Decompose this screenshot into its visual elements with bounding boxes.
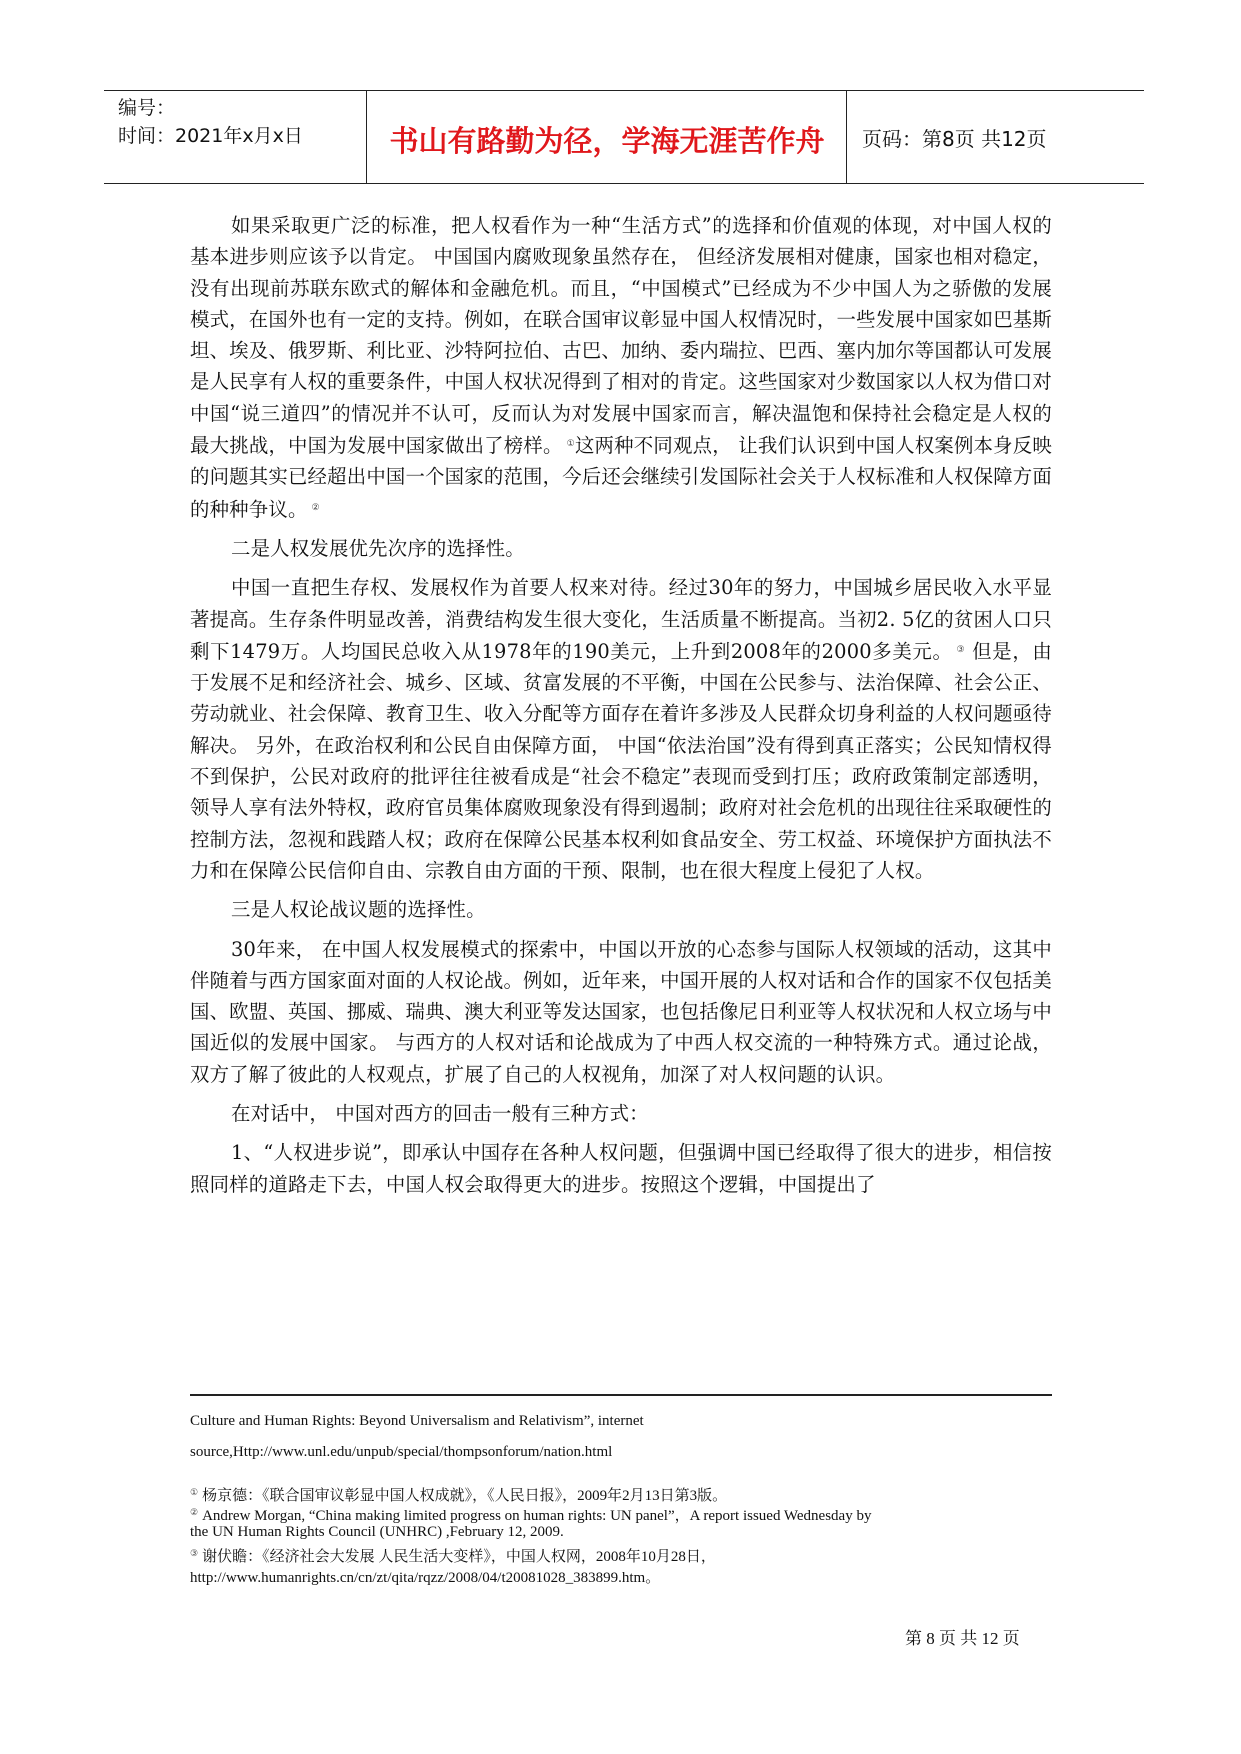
section-heading-2: 二是人权发展优先次序的选择性。 bbox=[231, 536, 525, 560]
footnote-ref-3: ③ bbox=[956, 644, 966, 655]
paragraph-2 bbox=[190, 572, 1052, 886]
footnote-marker-1: ① bbox=[190, 1487, 199, 1497]
header-page-cell bbox=[848, 91, 1144, 183]
document-body bbox=[190, 210, 1052, 1200]
time-label: 时间：2021年x月x日 bbox=[118, 125, 303, 147]
number-label: 编号： bbox=[118, 97, 176, 119]
paragraph-1-text: 如果采取更广泛的标准，把人权看作为一种“生活方式”的选择和价值观的体现，对中国人权的基本进步则应该予以肯定。 中国国内腐败现象虽然存在， 但经济发展相对健康，国家也相对稳定，没有出现前苏联东欧式的解体和金融危机。而且，“中国模式”已经成为不少中国人为之骄傲的发展模式，在国外也有一定的支持。例如，在联合国审议彰显中国人权情况时，一些发展中国家如巴基斯坦、埃及、俄罗斯、利比亚、沙特阿拉伯、古巴、加纳、委内瑞拉、巴西、塞内加尔等国都认可发展是人民享有人权的重要条件，中国人权状况得到了相对的肯定。这些国家对少数国家以人权为借口对中国“说三道四”的情况并不认可，反而认为对发展中国家而言，解决温饱和保持社会稳定是人权的最大挑战，中国为发展中国家做出了榜样。 bbox=[190, 214, 1052, 458]
page-label: 页码：第8页 共12页 bbox=[862, 127, 1047, 151]
footnote-ref-1: ① bbox=[566, 439, 575, 450]
header-motto: 书山有路勤为径，学海无涯苦作舟 bbox=[389, 124, 825, 158]
footnote-2 bbox=[190, 1504, 1052, 1525]
paragraph-3: 30年来， 在中国人权发展模式的探索中，中国以开放的心态参与国际人权领域的活动，这其中伴随着与西方国家面对面的人权论战。例如，近年来，中国开展的人权对话和合作的国家不仅包括美国、欧盟、英国、挪威、瑞典、澳大利亚等发达国家，也包括像尼日利亚等人权状况和人权立场与中国近似的发展中国家。 与西方的人权对话和论战成为了中西人权交流的一种特殊方式。通过论战，双方了解了彼此的人权观点，扩展了自己的人权视角，加深了对人权问题的认识。 bbox=[190, 937, 1052, 1086]
footnote-ref-2: ② bbox=[311, 502, 320, 513]
footnote-continuation-1: Culture and Human Rights: Beyond Universalism and Relativism”, internet bbox=[190, 1413, 644, 1429]
footnote-2-cont: the UN Human Rights Council (UNHRC) ,February 12, 2009. bbox=[190, 1524, 564, 1540]
footnote-continuation-2: source,Http://www.unl.edu/unpub/special/thompsonforum/nation.html bbox=[190, 1444, 613, 1460]
paragraph-5: 1、“人权进步说”，即承认中国存在各种人权问题，但强调中国已经取得了很大的进步，相信按照同样的道路走下去，中国人权会取得更大的进步。按照这个逻辑，中国提出了 bbox=[190, 1141, 1052, 1196]
footnote-2-text: Andrew Morgan, “China making limited progress on human rights: UN panel”，A report issued Wednesday by bbox=[202, 1508, 872, 1524]
paragraph-1-text-cont: 这两种不同观点， 让我们认识到中国人权案例本身反映的问题其实已经超出中国一个国家的范围，今后还会继续引发国际社会关于人权标准和人权保障方面的种种争议。 bbox=[190, 434, 1052, 521]
document-header bbox=[104, 90, 1144, 184]
paragraph-4: 在对话中， 中国对西方的回击一般有三种方式： bbox=[231, 1102, 649, 1126]
section-heading-3: 三是人权论战议题的选择性。 bbox=[231, 898, 486, 922]
footnote-3-cont: http://www.humanrights.cn/cn/zt/qita/rqzz/2008/04/t20081028_383899.htm。 bbox=[190, 1570, 661, 1586]
paragraph-1 bbox=[190, 210, 1052, 525]
footnote-divider bbox=[190, 1394, 1052, 1396]
paragraph-2-text: 中国一直把生存权、发展权作为首要人权来对待。经过30年的努力，中国城乡居民收入水平显著提高。生存条件明显改善，消费结构发生很大变化，生活质量不断提高。当初2. 5亿的贫困人口只剩下1479万。人均国民总收入从1978年的190美元，上升到2008年的2000多美元。 bbox=[190, 576, 1052, 663]
footnote-marker-3: ③ bbox=[190, 1548, 199, 1558]
footnote-marker-2: ② bbox=[190, 1507, 199, 1517]
footnote-1-text: 杨京德：《联合国审议彰显中国人权成就》，《人民日报》，2009年2月13日第3版。 bbox=[202, 1488, 728, 1504]
footnote-1 bbox=[190, 1484, 1052, 1505]
footnote-3-text: 谢伏瞻：《经济社会大发展 人民生活大变样》，中国人权网，2008年10月28日， bbox=[202, 1549, 716, 1565]
header-motto-cell bbox=[368, 91, 847, 183]
paragraph-2-text-cont: 但是，由于发展不足和经济社会、城乡、区域、贫富发展的不平衡，中国在公民参与、法治保障、社会公正、劳动就业、社会保障、教育卫生、收入分配等方面存在着许多涉及人民群众切身利益的人权问题亟待解决。 另外，在政治权利和公民自由保障方面， 中国“依法治国”没有得到真正落实；公民知情权得不到保护，公民对政府的批评往往被看成是“社会不稳定”表现而受到打压；政府政策制定部透明，领导人享有法外特权，政府官员集体腐败现象没有得到遏制；政府对社会危机的出现往往采取硬性的控制方法，忽视和践踏人权；政府在保障公民基本权利如食品安全、劳工权益、环境保护方面执法不力和在保障公民信仰自由、宗教自由方面的干预、限制，也在很大程度上侵犯了人权。 bbox=[190, 639, 1052, 882]
page-footer: 第 8 页 共 12 页 bbox=[905, 1629, 1020, 1648]
footnote-3 bbox=[190, 1545, 1052, 1566]
header-meta-cell bbox=[104, 91, 367, 183]
